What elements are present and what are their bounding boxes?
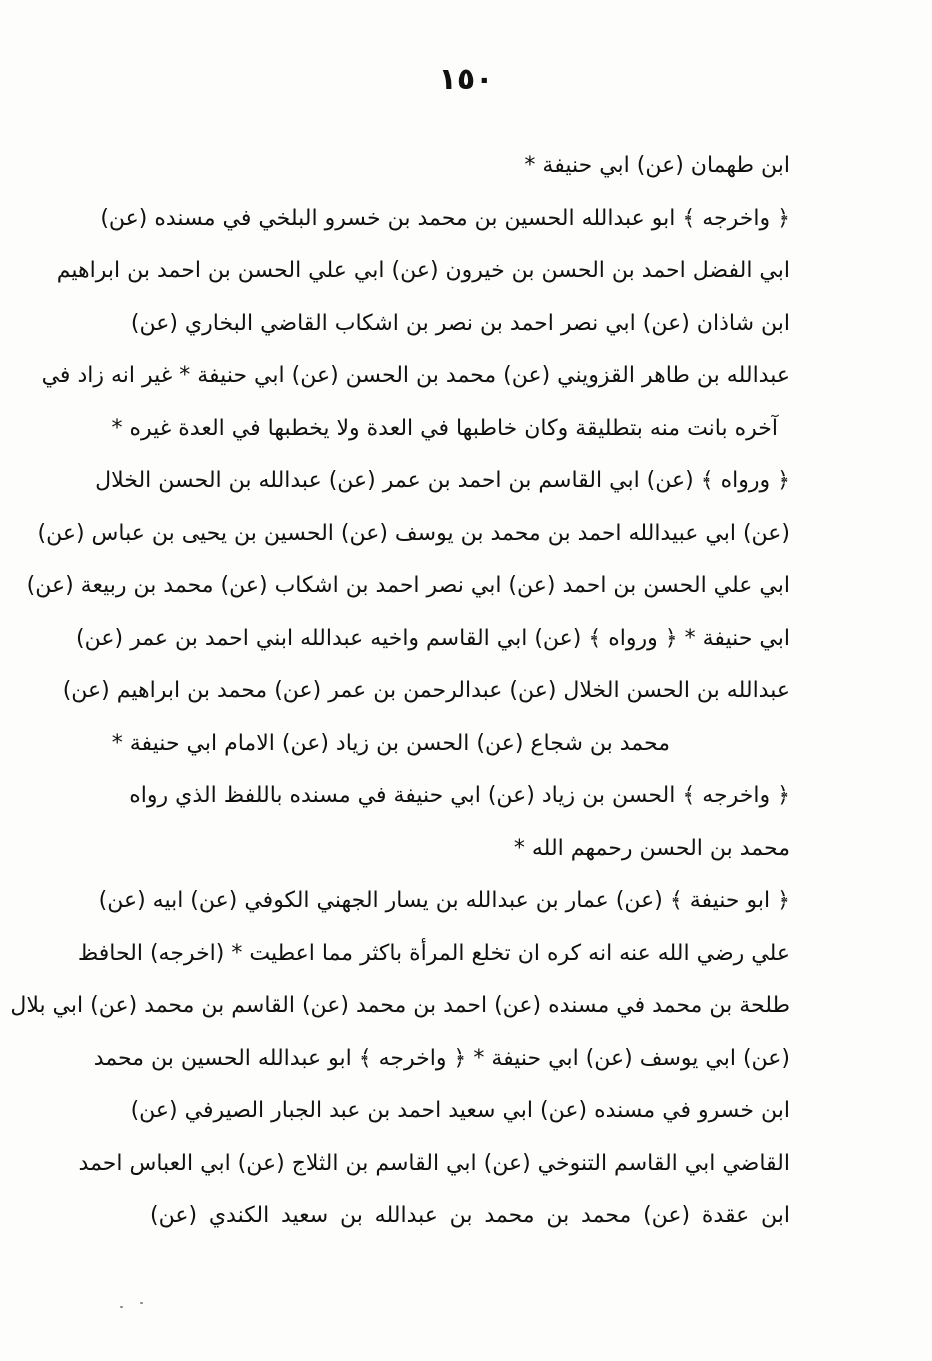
text-line: ابي علي الحسن بن احمد (عن) ابي نصر احمد بن اشكاب (عن) محمد بن ربيعة (عن)	[26, 573, 790, 598]
text-line: ابي حنيفة * ﴿ ورواه ﴾ (عن) ابي القاسم واخيه عبدالله ابني احمد بن عمر (عن)	[76, 625, 790, 651]
text-line: ﴿ ابو حنيفة ﴾ (عن) عمار بن عبدالله بن يسار الجهني الكوفي (عن) ابيه (عن)	[98, 888, 790, 913]
text-line: طلحة بن محمد في مسنده (عن) احمد بن محمد (عن) القاسم بن محمد (عن) ابي بلال	[10, 993, 790, 1018]
page-number: ١٥٠	[438, 62, 494, 97]
text-line: عبدالله بن طاهر القزويني (عن) محمد بن الحسن (عن) ابي حنيفة * غير انه زاد في	[41, 363, 790, 388]
text-line: ﴿ واخرجه ﴾ الحسن بن زياد (عن) ابي حنيفة في مسنده باللفظ الذي رواه	[129, 783, 790, 808]
text-line: (عن) ابي عبيدالله احمد بن محمد بن يوسف (عن) الحسين بن يحيى بن عباس (عن)	[37, 520, 790, 546]
text-line: ابي الفضل احمد بن الحسن بن خيرون (عن) ابي علي الحسن بن احمد بن ابراهيم	[56, 258, 790, 283]
scan-specks	[120, 1300, 160, 1312]
text-line: (عن) ابي يوسف (عن) ابي حنيفة * ﴿ واخرجه ﴾ ابو عبدالله الحسين بن محمد	[93, 1045, 790, 1071]
text-line: القاضي ابي القاسم التنوخي (عن) ابي القاسم بن الثلاج (عن) ابي العباس احمد	[78, 1150, 790, 1176]
text-line: عبدالله بن الحسن الخلال (عن) عبدالرحمن بن عمر (عن) محمد بن ابراهيم (عن)	[62, 678, 790, 703]
text-line: ﴿ واخرجه ﴾ ابو عبدالله الحسين بن محمد بن خسرو البلخي في مسنده (عن)	[100, 205, 790, 231]
text-line: محمد بن الحسن رحمهم الله *	[513, 835, 790, 861]
text-line: ﴿ ورواه ﴾ (عن) ابي القاسم بن احمد بن عمر (عن) عبدالله بن الحسن الخلال	[95, 468, 790, 493]
text-line: ابن شاذان (عن) ابي نصر احمد بن نصر بن اشكاب القاضي البخاري (عن)	[130, 310, 790, 336]
text-line: ابن خسرو في مسنده (عن) ابي سعيد احمد بن عبد الجبار الصيرفي (عن)	[130, 1098, 790, 1123]
text-line: علي رضي الله عنه انه كره ان تخلع المرأة باكثر مما اعطيت * (اخرجه) الحافظ	[77, 940, 790, 966]
body-text	[10, 140, 790, 1243]
scan-speck	[120, 1306, 123, 1308]
text-line: ابن طهمان (عن) ابي حنيفة *	[524, 153, 790, 178]
scan-speck	[140, 1302, 143, 1304]
text-line: ابن عقدة (عن) محمد بن محمد بن عبدالله بن سعيد الكندي (عن)	[150, 1203, 790, 1228]
text-line: محمد بن شجاع (عن) الحسن بن زياد (عن) الامام ابي حنيفة *	[111, 730, 670, 756]
text-line: آخره بانت منه بتطليقة وكان خاطبها في العدة ولا يخطبها في العدة غيره *	[111, 415, 778, 441]
